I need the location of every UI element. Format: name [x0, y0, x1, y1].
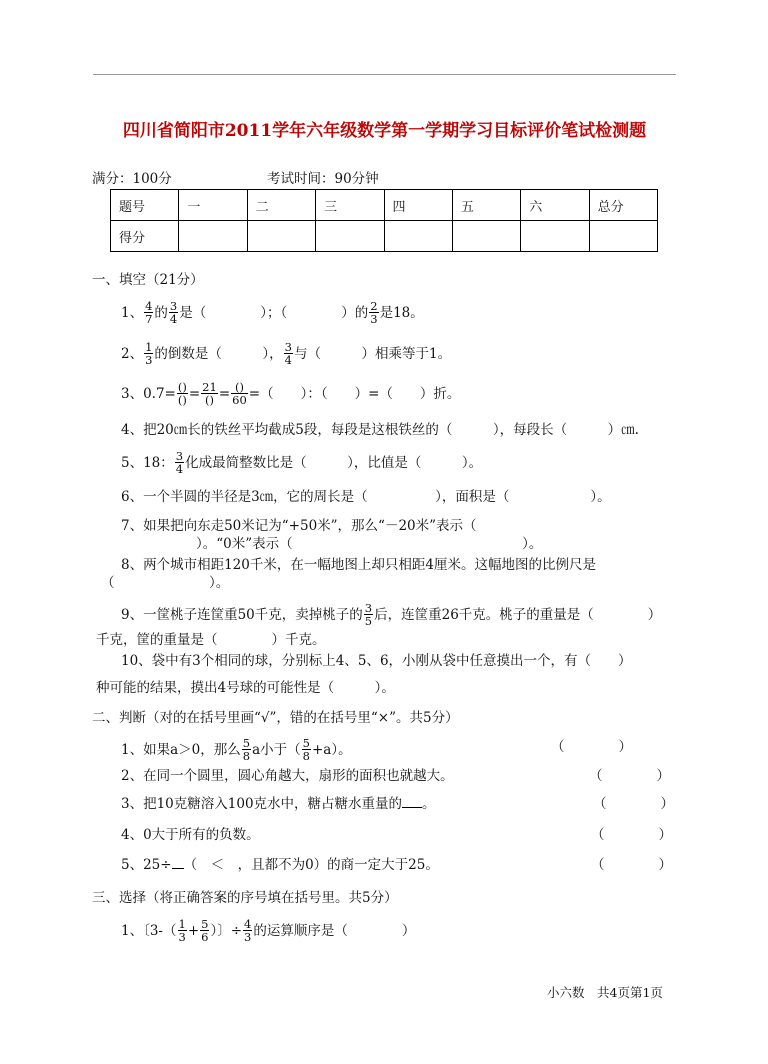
numerator: 21: [202, 380, 217, 394]
page-title: 四川省简阳市2011学年六年级数学第一学期学习目标评价笔试检测题: [122, 121, 647, 141]
score-cell[interactable]: [384, 221, 452, 252]
question-9-line-2: 千克，筐的重量是（ ）千克。: [96, 632, 326, 648]
fraction: [200, 918, 209, 943]
fraction: [177, 381, 188, 406]
judge-5-answer-paren[interactable]: （ ）: [591, 857, 672, 873]
fraction: [201, 381, 218, 406]
numerator: 3: [169, 299, 178, 313]
denominator: (): [205, 393, 214, 407]
score-cell[interactable]: [589, 221, 657, 252]
judge-2-answer-paren[interactable]: （ ）: [589, 768, 670, 784]
numerator: 3: [364, 601, 373, 615]
c1-text: +: [187, 923, 200, 939]
denominator: 8: [302, 749, 310, 763]
j3-text: 3、把10克糖溶入100克水中，糖占糖水重量的: [121, 796, 403, 812]
score-table-score-row: [111, 221, 658, 252]
denominator: 3: [244, 930, 252, 944]
judge-4: 4、0大于所有的负数。: [121, 827, 260, 843]
denominator: (): [177, 393, 187, 407]
judge-4-answer-paren[interactable]: （ ）: [591, 827, 672, 843]
c1-text: ）〕÷: [210, 923, 243, 939]
score-table-header-row: [111, 190, 658, 221]
numerator: 4: [244, 917, 252, 931]
q9-text: 9、一筐桃子连筐重50千克，卖掉桃子的: [121, 607, 363, 623]
denominator: 3: [145, 353, 153, 367]
full-score: 满分：100分: [92, 171, 172, 187]
header-cell: 四: [384, 190, 452, 221]
score-cell[interactable]: [521, 221, 589, 252]
q5-text: 化成最简整数比是（ ），比值是（ ）。: [185, 455, 483, 471]
score-cell[interactable]: [452, 221, 520, 252]
q1-text: 是18。: [379, 305, 424, 321]
header-cell: 三: [316, 190, 384, 221]
denominator: 8: [242, 749, 251, 763]
q2-text: 的倒数是（ ），: [154, 346, 283, 362]
c1-text: 1、〔3-（: [121, 923, 177, 939]
numerator: (): [231, 381, 248, 394]
q3-text: =: [218, 386, 231, 402]
denominator: 4: [284, 353, 292, 367]
fraction: [369, 300, 378, 325]
j1-text: a小于（: [252, 742, 301, 758]
fraction: [284, 341, 293, 366]
header-cell: 题号: [111, 190, 179, 221]
fraction: [302, 737, 311, 762]
question-7-line-1: 7、如果把向东走50米记为“+50米”，那么“－20米”表示（: [121, 518, 477, 534]
denominator: 5: [364, 614, 373, 628]
q3-text: =: [188, 386, 201, 402]
q1-text: 的: [154, 305, 168, 321]
score-cell[interactable]: [247, 221, 315, 252]
score-cell[interactable]: [179, 221, 247, 252]
denominator: 60: [232, 393, 247, 407]
question-3: [121, 382, 460, 407]
numerator: (): [177, 380, 187, 394]
q2-text: 与（ ）相乘等于1。: [294, 346, 452, 362]
numerator: 1: [145, 340, 153, 354]
fraction: [364, 602, 373, 627]
row-label-cell: 得分: [111, 221, 179, 252]
judge-1-answer-paren[interactable]: （ ）: [551, 739, 632, 755]
question-5: [121, 451, 482, 476]
numerator: 3: [175, 449, 184, 463]
judge-3-answer-paren[interactable]: （ ）: [593, 796, 674, 812]
section-3-heading: 三、选择（将正确答案的序号填在括号里。共5分）: [92, 890, 398, 906]
header-cell: 六: [521, 190, 589, 221]
score-cell[interactable]: [316, 221, 384, 252]
denominator: 6: [201, 930, 209, 944]
fraction: [144, 300, 153, 325]
question-7-line-2: ）。“0米”表示（ ）。: [196, 536, 543, 552]
question-9-line-1: [121, 603, 661, 628]
denominator: 4: [169, 312, 178, 326]
numerator: 5: [201, 917, 209, 931]
fraction: [231, 381, 248, 406]
section-2-heading: 二、判断（对的在括号里画“√”，错的在括号里“×”。共5分）: [92, 710, 459, 726]
q1-text: 是（ ）；（ ）的: [179, 305, 369, 321]
q1-text: 1、: [121, 305, 144, 321]
judge-1: [121, 738, 352, 763]
choice-1: [121, 919, 415, 944]
denominator: 3: [370, 312, 378, 326]
exam-time: 考试时间：90分钟: [267, 171, 379, 187]
fraction: [175, 450, 184, 475]
j5-text: （ ＜ ，且都不为0）的商一定大于25。: [183, 857, 439, 873]
header-cell: 一: [179, 190, 247, 221]
header-rule: [93, 74, 676, 75]
section-1-heading: 一、填空（21分）: [92, 272, 204, 288]
q9-text: 后，连筐重26千克。桃子的重量是（ ）: [374, 607, 662, 623]
j1-text: 1、如果a＞0，那么: [121, 742, 241, 758]
header-cell: 总分: [589, 190, 657, 221]
numerator: 2: [370, 299, 378, 313]
q3-text: =（ ）：（ ）=（ ）折。: [248, 386, 461, 402]
blank-fraction: [402, 798, 422, 808]
blank-fraction: [172, 858, 184, 869]
c1-text: 的运算顺序是（ ）: [253, 923, 416, 939]
judge-5: [121, 856, 439, 874]
fraction: [144, 341, 153, 366]
question-10-line-2: 种可能的结果，摸出4号球的可能性是（ ）。: [96, 680, 395, 696]
fraction: [243, 918, 252, 943]
numerator: 5: [302, 736, 310, 750]
question-1: [121, 301, 424, 326]
j5-text: 5、25÷: [121, 857, 172, 873]
question-8-line-2: （ ）。: [101, 575, 230, 591]
question-10-line-1: 10、袋中有3个相同的球，分别标上4、5、6，小刚从袋中任意摸出一个，有（ ）: [121, 653, 632, 669]
j1-text: +a）。: [311, 742, 352, 758]
denominator: 3: [178, 930, 186, 944]
judge-2: 2、在同一个圆里，圆心角越大，扇形的面积也就越大。: [121, 768, 454, 784]
denominator: 7: [145, 312, 153, 326]
judge-3: [121, 795, 436, 813]
numerator: 1: [178, 917, 186, 931]
header-cell: 五: [452, 190, 520, 221]
numerator: 3: [284, 340, 292, 354]
j3-text: 。: [422, 796, 436, 812]
fraction: [242, 737, 251, 762]
page-footer: 小六数 共4页第1页: [547, 985, 663, 1000]
denominator: 4: [175, 462, 184, 476]
question-4: 4、把20㎝长的铁丝平均截成5段，每段是这根铁丝的（ ），每段长（ ）㎝.: [121, 422, 639, 438]
question-2: [121, 342, 451, 367]
q2-text: 2、: [121, 346, 144, 362]
fraction: [169, 300, 178, 325]
fraction: [178, 918, 187, 943]
question-8-line-1: 8、两个城市相距120千米，在一幅地图上却只相距4厘米。这幅地图的比例尺是: [121, 557, 596, 573]
question-6: 6、一个半圆的半径是3㎝，它的周长是（ ），面积是（ ）。: [121, 489, 611, 505]
score-table: [110, 189, 658, 252]
header-cell: 二: [247, 190, 315, 221]
q5-text: 5、18：: [121, 455, 174, 471]
q3-text: 3、0.7=: [121, 386, 176, 402]
numerator: 4: [145, 299, 153, 313]
numerator: 5: [242, 736, 251, 750]
